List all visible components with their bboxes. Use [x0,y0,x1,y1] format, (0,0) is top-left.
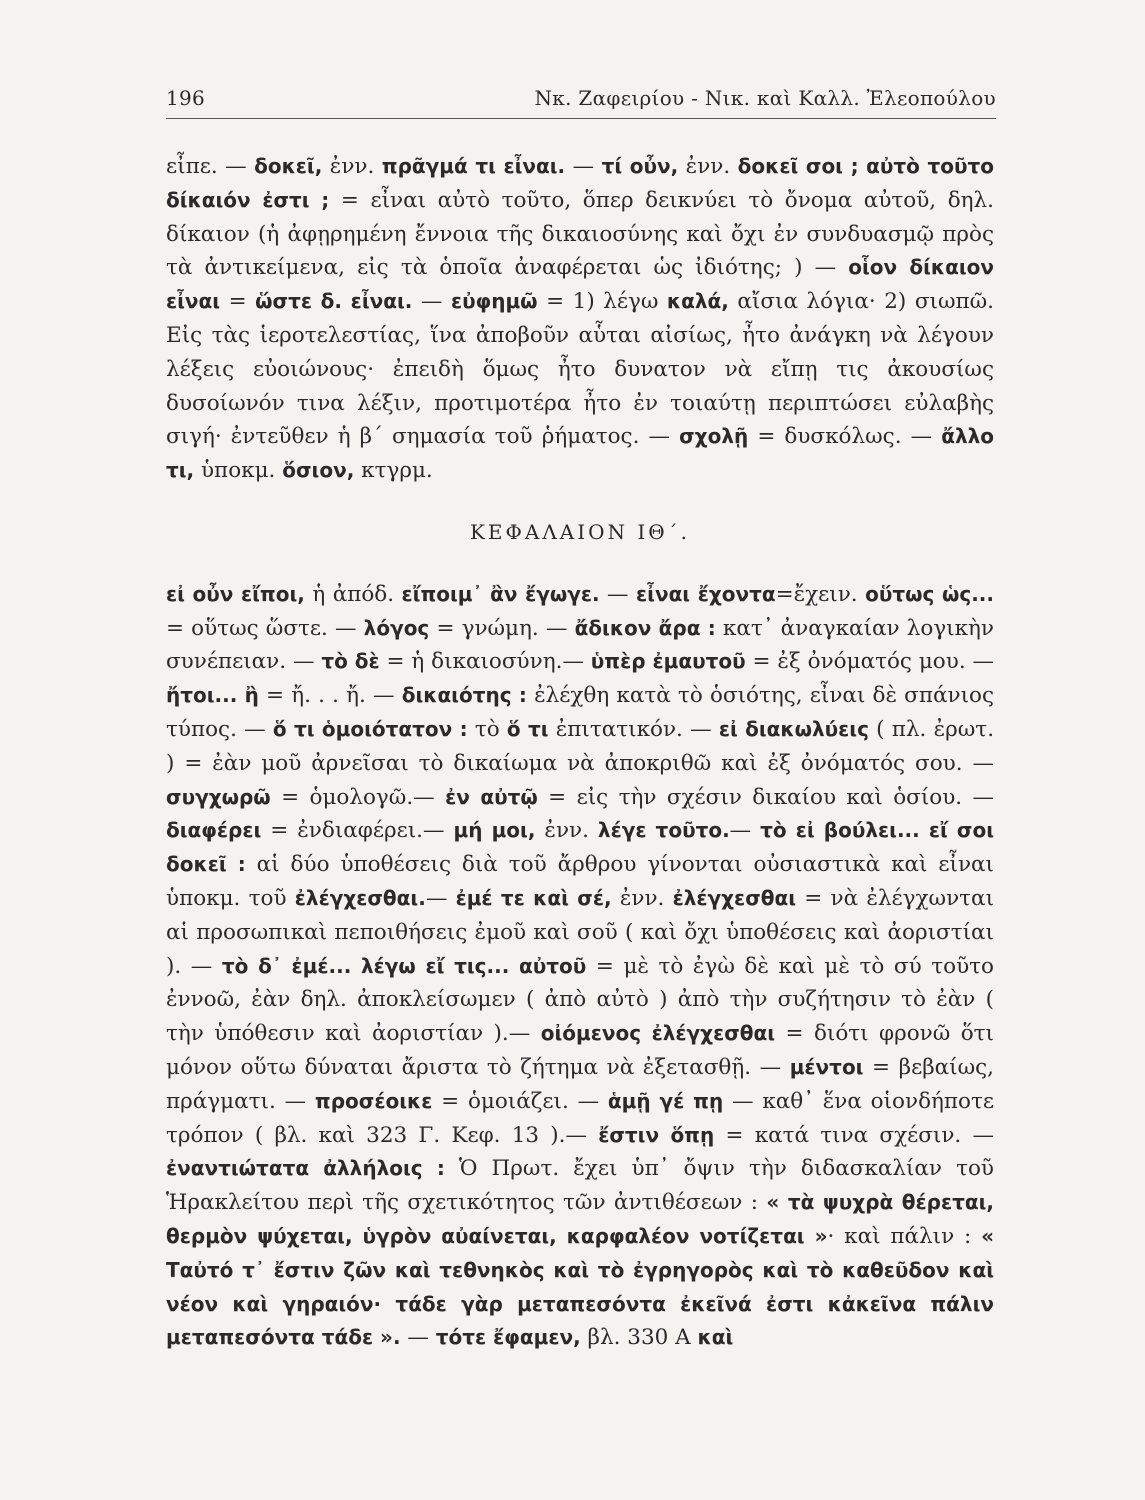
gloss-text: = ἐξ ὀνόματός μου. — [745,649,995,675]
gloss-text: αἴσια λόγια· 2) σιωπῶ. Εἰς τὰς ἱεροτελεστίας, ἵνα ἀποβοῦν αὗται αἰσίως, ἦτο ἀνάγκη νὰ λέγουν λέξεις εὐοιώνους· ἐπειδὴ ὅμως ἦτο δυνατον νὰ εἴπῃ τις ἀκουσίως δυσοίωνόν τινα λέξιν, προτιμοτέρα ἦτο ἐν τοιαύτῃ περιπτώσει εὐλαβὴς σιγή· ἐντεῦθεν ἡ β΄ σημασία τοῦ ῥήματος. — [166,289,994,450]
gloss-text: =ἔχειν. [775,581,866,607]
lemma-term: λόγος [363,615,430,640]
lemma-term: δοκεῖ σοι ; αὐτὸ τοῦτο δίκαιόν ἐστι ; [166,154,995,212]
gloss-text: βλ. 330 Α [580,1325,698,1351]
gloss-text: · καὶ πάλιν : [827,1223,982,1249]
gloss-text: = 1) λέγω [537,289,667,315]
lemma-term: τί οὖν, [601,154,679,178]
lemma-term: μέντοι [789,1054,864,1079]
commentary-text [166,150,994,1355]
lemma-term: εἰ διακωλύεις [718,716,869,741]
lemma-term: ἐναντιώτατα ἀλλήλοις : [166,1156,445,1181]
lemma-term: εὐφημῶ [450,289,538,314]
lemma-term: ὥστε δ. εἶναι. [255,289,413,314]
gloss-text: — [599,581,637,607]
gloss-text: = βεβαίως, πράγματι. — [166,1054,994,1114]
gloss-text: ἐνν. [678,154,738,179]
commentary-paragraph-2 [166,578,994,1355]
lemma-term: ἐμέ τε καὶ σέ, [455,885,612,910]
lemma-term: ἐν αὐτῷ [445,784,538,809]
lemma-term: σχολῇ [679,424,749,449]
lemma-term: καλά, [666,289,729,314]
gloss-text: = ἡ δικαιοσύνη.— [379,649,591,675]
lemma-term: ἐλέγχεσθαι [672,885,797,910]
gloss-text: — [400,1325,436,1351]
gloss-text: — [729,818,761,844]
gloss-text: — [412,289,451,315]
lemma-term: ἐλέγχεσθαι. [294,885,426,910]
gloss-text: = εἰς τὴν σχέσιν δικαίου καὶ ὁσίου. — [537,784,994,810]
gloss-text: = δυσκόλως. — [748,424,942,450]
lemma-term: πρᾶγμά τι εἶναι. [381,154,566,178]
gloss-text: = οὕτως ὥστε. — [166,615,364,641]
gloss-text: ἐλέχθη κατὰ τὸ ὁσιότης, εἶναι δὲ σπάνιος τύπος. — [166,683,994,742]
page-number: 196 [166,86,206,110]
gloss-text: = νὰ ἐλέγχωνται αἱ προσωπικαὶ πεποιθήσεις ἐμοῦ καὶ σοῦ ( καὶ ὄχι ὑποθέσεις καὶ ἀοριστίαι ). — [166,885,994,979]
gloss-text: εἶπε. — [166,154,255,179]
gloss-text: ὑποκμ. [194,458,283,484]
lemma-term: ἔστιν ὅπῃ [598,1122,715,1147]
lemma-term: ὅ τι ὁμοιότατον : [272,716,468,741]
lemma-term: οἰόμενος ἐλέγχεσθαι [540,1021,776,1046]
gloss-text: = ὁμολογῶ.— [270,784,446,810]
page-header [166,86,996,119]
lemma-term: δοκεῖ, [254,154,323,178]
lemma-term: τὸ δ᾽ ἐμέ... λέγω εἴ τις... αὐτοῦ [221,953,587,978]
gloss-text: ἐνν. [535,818,598,844]
lemma-term: δικαιότης : [401,683,527,708]
lemma-term: ὑπὲρ ἐμαυτοῦ [590,649,746,674]
lemma-term: εἴποιμ᾽ ἂν ἔγωγε. [401,581,600,606]
lemma-term: εἰ οὖν εἴποι, [166,581,305,606]
lemma-term: τὸ εἰ βούλει... εἴ σοι δοκεῖ : [166,818,994,877]
gloss-text: = διότι φρονῶ ὅτι μόνον οὕτω δύναται ἄριστα τὸ ζήτημα νὰ ἐξετασθῇ. — [166,1021,994,1080]
lemma-term: διαφέρει [166,818,262,843]
gloss-text: ἐνν. [322,154,382,179]
running-title: Νκ. Ζαφειρίου - Νικ. καὶ Καλλ. Ἐλεοπούλου [534,86,996,110]
gloss-text: = εἶναι αὐτὸ τοῦτο, ὅπερ δεικνύει τὸ ὄνομα αὐτοῦ, δηλ. δίκαιον (ἡ ἀφῃρημένη ἔννοια τῆς δικαιοσύνης καὶ ὄχι ἐν συνδυασμῷ πρὸς τὰ ἀντικείμενα, εἰς τὰ ὁποῖα ἀναφέρεται ὡς ἰδιότης; ) — [166,187,994,281]
gloss-text: ( πλ. ἐρωτ. ) = ἐὰν μοῦ ἀρνεῖσαι τὸ δικαίωμα νὰ ἀποκριθῶ καὶ ἐξ ὀνόματός σου. — [166,716,995,776]
gloss-text: — [425,885,456,911]
lemma-term: οἷον δίκαιον εἶναι [166,255,994,314]
gloss-text: — καθ᾽ ἕνα οἱονδήποτε τρόπον ( βλ. καὶ 323 Γ. Κεφ. 13 ).— [166,1088,995,1148]
lemma-term: ἤτοι... ἢ [166,683,259,708]
lemma-term: « τὰ ψυχρὰ θέρεται, θερμὸν ψύχεται, ὑγρὸν αὐαίνεται, καρφαλέον νοτίζεται » [166,1190,994,1248]
lemma-term: συγχωρῶ [166,784,271,809]
lemma-term: προσέοικε [314,1088,433,1113]
gloss-text: = γνώμη. — [429,615,575,641]
lemma-term: ἁμῇ γέ πῃ [607,1088,724,1113]
gloss-text: = ὁμοιάζει. — [432,1088,608,1114]
gloss-text: τὸ [467,716,507,742]
lemma-term: ὅ τι [506,716,549,741]
lemma-term: ἄδικον ἄρα : [574,615,716,640]
lemma-term: « Ταὐτό τ᾽ ἔστιν ζῶν καὶ τεθνηκὸς καὶ τὸ ἐγρηγορὸς καὶ τὸ καθεῦδον καὶ νέον καὶ γηραιόν· τάδε γὰρ μεταπεσόντα ἐκεῖνά ἐστι κἀκεῖνα πάλιν μεταπεσόντα τάδε ». [166,1223,994,1350]
gloss-text: = κατά τινα σχέσιν. — [714,1122,994,1148]
lemma-term: οὕτως ὡς... [865,581,994,606]
gloss-text: ἐπιτατικόν. — [548,716,719,742]
lemma-term: εἶναι ἔχοντα [636,581,776,606]
gloss-text: ἐνν. [611,885,673,911]
gloss-text: Ὁ Πρωτ. ἔχει ὑπ᾽ ὄψιν τὴν διδασκαλίαν τοῦ Ἡρακλείτου περὶ τῆς σχετικότητος τῶν ἀντιθέσεων : [166,1156,995,1216]
gloss-text: αἱ δύο ὑποθέσεις διὰ τοῦ ἄρθρου γίνονται οὐσιαστικὰ καὶ εἶναι ὑποκμ. τοῦ [166,852,994,911]
lemma-term: τότε ἔφαμεν, [435,1325,581,1350]
gloss-text: = ἐνδιαφέρει.— [261,818,454,844]
lemma-term: ἄλλο τι, [166,424,994,483]
gloss-text: κτγρμ. [354,458,433,484]
gloss-text: = ἤ. . . ἤ. — [258,683,402,709]
gloss-text: = [220,289,256,315]
lemma-term: καὶ [697,1325,734,1350]
lemma-term: μή μοι, [453,818,536,843]
gloss-text: κατ᾽ ἀναγκαίαν λογικὴν συνέπειαν. — [166,615,994,675]
gloss-text: ἡ ἀπόδ. [304,581,402,607]
lemma-term: τὸ δὲ [321,649,380,674]
commentary-paragraph-1 [166,150,994,488]
lemma-term: λέγε τοῦτο. [597,818,730,843]
lemma-term: ὅσιον, [282,458,355,483]
gloss-text: = μὲ τὸ ἐγὼ δὲ καὶ μὲ τὸ σύ τοῦτο ἐννοῶ, ἐὰν δηλ. ἀποκλείσωμεν ( ἀπὸ αὐτὸ ) ἀπὸ τὴν συζήτησιν τὸ ἐὰν ( τὴν ὑπόθεσιν καὶ ἀοριστίαν ).— [166,953,994,1047]
chapter-heading: ΚΕΦΑΛΑΙΟΝ ΙΘ΄. [469,519,691,544]
gloss-text: — [565,154,602,179]
